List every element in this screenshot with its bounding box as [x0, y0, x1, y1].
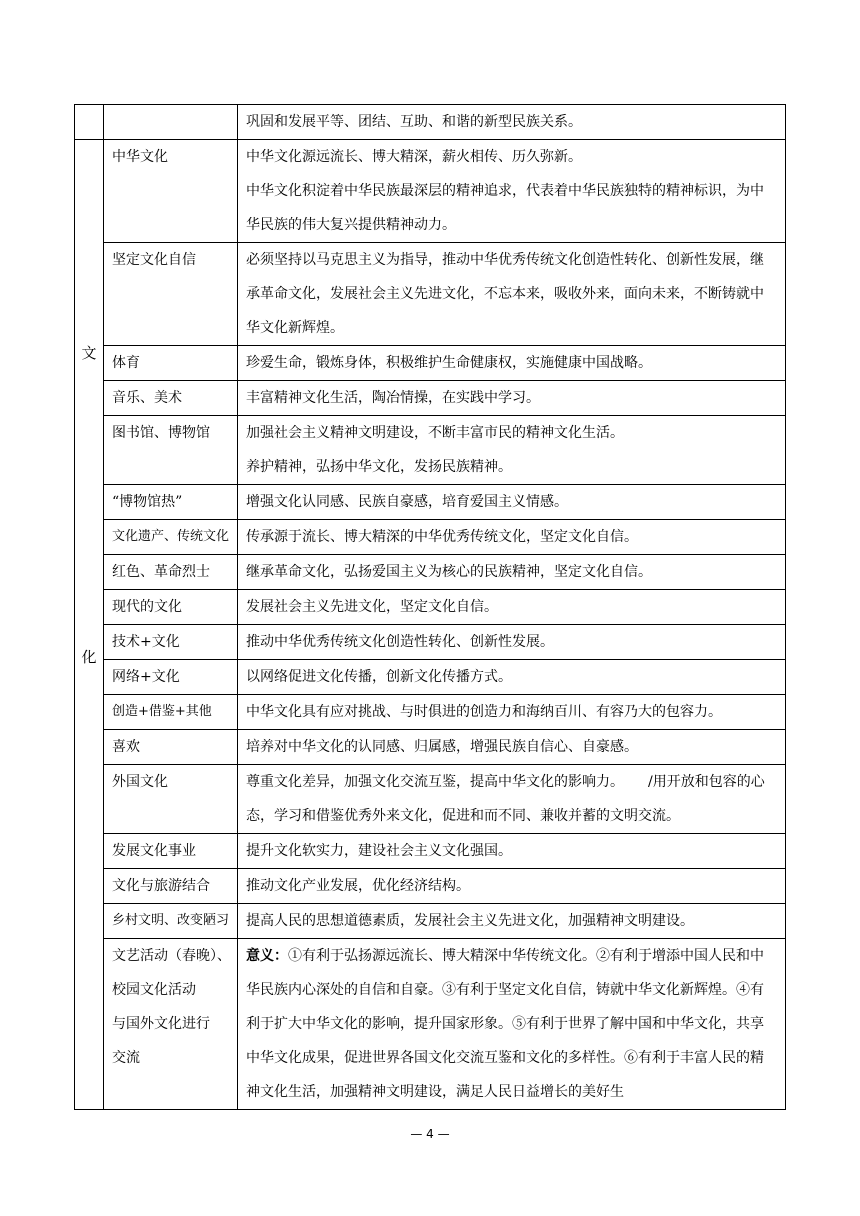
- topic-cell: [104, 939, 238, 1110]
- content-cell: [238, 346, 786, 381]
- topic-cell: [104, 625, 238, 660]
- content-cell: [238, 939, 786, 1110]
- content-text: 珍爱生命，锻炼身体，积极维护生命健康权，实施健康中国战略。: [246, 355, 652, 371]
- table-row: [75, 416, 786, 485]
- table-row: [75, 346, 786, 381]
- topic-cell: [104, 346, 238, 381]
- topic-cell: [104, 140, 238, 243]
- table-row: [75, 105, 786, 140]
- topic-text: 红色、革命烈士: [112, 564, 210, 580]
- table-row: [75, 765, 786, 834]
- topic-cell: [104, 869, 238, 904]
- topic-text: 技术+文化: [112, 634, 180, 650]
- content-text: 巩固和发展平等、团结、互助、和谐的新型民族关系。: [246, 114, 582, 130]
- content-cell: [238, 695, 786, 730]
- category-cell-empty: [75, 105, 104, 140]
- table-row: [75, 904, 786, 939]
- content-cell: [238, 590, 786, 625]
- topic-text: 创造+借鉴+其他: [112, 704, 212, 719]
- content-text: 中华文化积淀着中华民族最深层的精神追求，代表着中华民族独特的精神标识，为中华民族的伟大复兴提供精神动力。: [246, 183, 764, 233]
- topic-cell-empty: [104, 105, 238, 140]
- topic-cell: [104, 660, 238, 695]
- table-row: [75, 625, 786, 660]
- content-cell: [238, 416, 786, 485]
- content-text: 培养对中华文化的认同感、归属感，增强民族自信心、自豪感。: [246, 739, 638, 755]
- content-text: 传承源于流长、博大精深的中华优秀传统文化，坚定文化自信。: [246, 529, 638, 545]
- table-row: [75, 695, 786, 730]
- content-cell: [238, 765, 786, 834]
- content-text: /用开放和包容的心态，学习和借鉴优秀外来文化，促进和而不同、兼收并蓄的文明交流。: [246, 774, 765, 824]
- content-text: 中华文化具有应对挑战、与时俱进的创造力和海纳百川、有容乃大的包容力。: [246, 704, 722, 720]
- topic-text: 文艺活动（春晚）、: [112, 948, 231, 964]
- content-text: 提高人民的思想道德素质，发展社会主义先进文化，加强精神文明建设。: [246, 913, 694, 929]
- topic-cell: [104, 765, 238, 834]
- table-row: [75, 485, 786, 520]
- content-cell: [238, 555, 786, 590]
- content-text: 推动中华优秀传统文化创造性转化、创新性发展。: [246, 634, 554, 650]
- content-text: 必须坚持以马克思主义为指导，推动中华优秀传统文化创造性转化、创新性发展，继承革命文化，发展社会主义先进文化，不忘本来，吸收外来，面向未来，不断铸就中华文化新辉煌。: [246, 252, 764, 336]
- topic-text: 发展文化事业: [112, 843, 196, 859]
- content-text: 继承革命文化，弘扬爱国主义为核心的民族精神，坚定文化自信。: [246, 564, 652, 580]
- content-cell: [238, 485, 786, 520]
- topic-text: 现代的文化: [112, 599, 182, 615]
- topic-text: 交流: [112, 1050, 140, 1066]
- table-row: [75, 590, 786, 625]
- page-number: — 4 —: [410, 1127, 450, 1141]
- table-row: [75, 869, 786, 904]
- content-cell: [238, 140, 786, 243]
- topic-text: 乡村文明、改变陋习: [112, 913, 230, 928]
- topic-text: 音乐、美术: [112, 390, 182, 406]
- content-cell: [238, 730, 786, 765]
- topic-cell: [104, 695, 238, 730]
- table-row: [75, 520, 786, 555]
- topic-cell: [104, 416, 238, 485]
- topic-cell: [104, 590, 238, 625]
- topic-cell: [104, 520, 238, 555]
- content-cell: [238, 660, 786, 695]
- table-row: [75, 243, 786, 346]
- content-cell: [238, 520, 786, 555]
- category-char: 文: [81, 343, 97, 362]
- table-row: [75, 555, 786, 590]
- content-text: 提升文化软实力，建设社会主义文化强国。: [246, 843, 512, 859]
- content-text: 丰富精神文化生活，陶冶情操，在实践中学习。: [246, 390, 540, 406]
- topic-text: “博物馆热”: [112, 494, 183, 510]
- topic-cell: [104, 381, 238, 416]
- topic-cell: [104, 904, 238, 939]
- topic-cell: [104, 243, 238, 346]
- topic-text: 与国外文化进行: [112, 1016, 210, 1032]
- topic-text: 网络+文化: [112, 669, 180, 685]
- table-row: [75, 730, 786, 765]
- content-cell: [238, 625, 786, 660]
- topic-text: 文化遗产、传统文化: [112, 529, 230, 544]
- content-text: 增强文化认同感、民族自豪感，培育爱国主义情感。: [246, 494, 568, 510]
- table-row: [75, 660, 786, 695]
- topic-text: 中华文化: [112, 149, 168, 165]
- topic-text: 图书馆、博物馆: [112, 425, 210, 441]
- table-row: [75, 140, 786, 243]
- content-cell: [238, 381, 786, 416]
- content-cell: [238, 904, 786, 939]
- content-text: 加强社会主义精神文明建设，不断丰富市民的精神文化生活。: [246, 425, 624, 441]
- content-text: 推动文化产业发展，优化经济结构。: [246, 878, 470, 894]
- content-text: ①有利于弘扬源远流长、博大精深中华传统文化。②有利于增添中国人民和中华民族内心深处的自信和自豪。③有利于坚定文化自信，铸就中华文化新辉煌。④有利于扩大中华文化的影响，提升国家形象。⑤有利于世界了解中国和中华文化，共享中华文化成果，促进世界各国文化交流互鉴和文化的多样性。⑥有利于丰富人民的精神文化生活，加强精神文明建设，满足人民日益增长的美好生: [246, 948, 764, 1100]
- content-cell: [238, 243, 786, 346]
- topic-text: 校园文化活动: [112, 982, 196, 998]
- topic-text: 喜欢: [112, 739, 140, 755]
- significance-label: 意义：: [246, 948, 288, 964]
- topic-text: 体育: [112, 355, 140, 371]
- content-cell: [238, 105, 786, 140]
- table-row: [75, 381, 786, 416]
- content-text: 以网络促进文化传播，创新文化传播方式。: [246, 669, 512, 685]
- topic-cell: [104, 834, 238, 869]
- content-text: 养护精神，弘扬中华文化，发扬民族精神。: [246, 459, 512, 475]
- content-cell: [238, 834, 786, 869]
- table-row: [75, 834, 786, 869]
- content-text: 中华文化源远流长、博大精深，薪火相传、历久弥新。: [246, 149, 582, 165]
- table-row: [75, 939, 786, 1110]
- category-char: 化: [81, 647, 97, 666]
- category-cell: [75, 140, 104, 1110]
- topic-text: 文化与旅游结合: [112, 878, 210, 894]
- content-text: 尊重文化差异，加强文化交流互鉴，提高中华文化的影响力。: [246, 774, 624, 790]
- topic-cell: [104, 485, 238, 520]
- topic-text: 外国文化: [112, 774, 168, 790]
- topic-cell: [104, 555, 238, 590]
- content-text: 发展社会主义先进文化，坚定文化自信。: [246, 599, 498, 615]
- summary-table: [74, 104, 786, 1110]
- topic-cell: [104, 730, 238, 765]
- content-cell: [238, 869, 786, 904]
- topic-text: 坚定文化自信: [112, 252, 196, 268]
